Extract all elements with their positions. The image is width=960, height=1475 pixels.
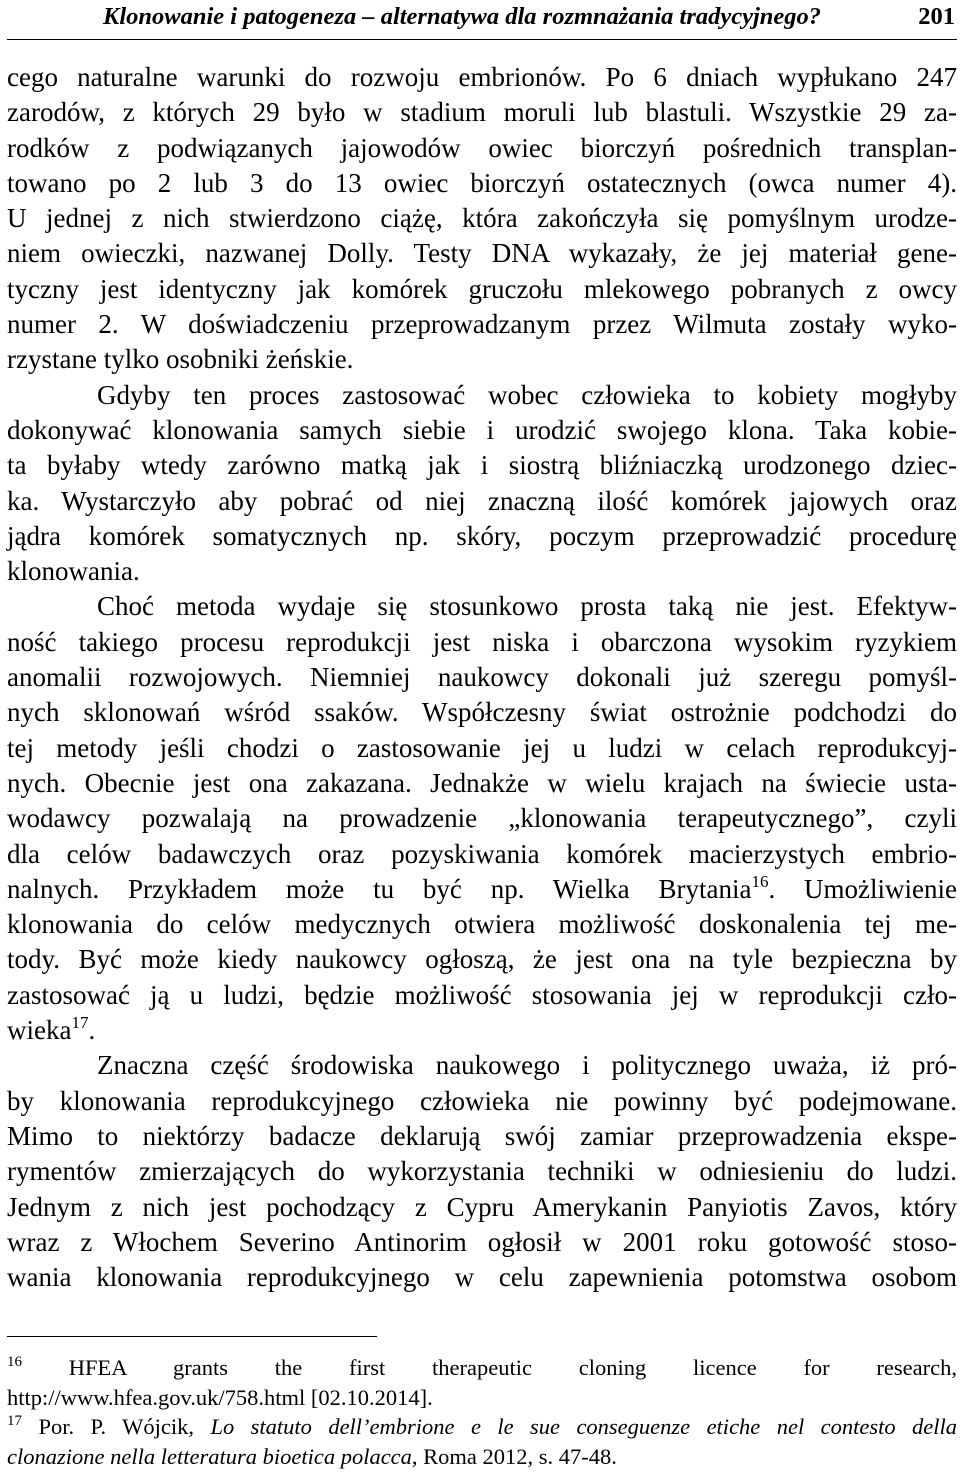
- footnote-17: [7, 1412, 957, 1442]
- footnote-title-italic: Lo statuto dell’embrione e le sue conseguenze etiche nel contesto della: [210, 1414, 958, 1439]
- text-line: wodawcy pozwalają na prowadzenie „klonowania terapeutycznego”, czyli: [7, 803, 957, 834]
- text-line: Znaczna część środowiska naukowego i politycznego uważa, iż pró-: [97, 1050, 957, 1081]
- text-line: Gdyby ten proces zastosować wobec człowieka to kobiety mogłyby: [97, 379, 957, 410]
- text-line: ta byłaby wtedy zarówno matką jak i siostrą bliźniaczką urodzonego dziec-: [7, 450, 957, 481]
- footnote-16-continued: [7, 1383, 957, 1413]
- footnote-text: HFEA grants the first therapeutic cloning licence for research,: [68, 1355, 957, 1380]
- text-line: Choć metoda wydaje się stosunkowo prosta taką nie jest. Efektyw-: [97, 591, 957, 622]
- text-line-with-footnote-ref: [7, 872, 957, 907]
- body-text: [7, 60, 957, 1295]
- text-line: tody. Być może kiedy naukowcy ogłoszą, że jest ona na tyle bezpieczna by: [7, 944, 957, 975]
- text-line: rzystane tylko osobniki żeńskie.: [7, 344, 354, 375]
- running-header: [7, 0, 957, 40]
- text-line: rymentów zmierzających do wykorzystania techniki w odniesieniu do ludzi.: [7, 1156, 957, 1187]
- text-line: jądra komórek somatycznych np. skóry, poczym przeprowadzić procedurę: [7, 520, 957, 551]
- text-segment: . Umożliwienie: [768, 873, 957, 904]
- text-line: wania klonowania reprodukcyjnego w celu zapewnienia potomstwa osobom: [7, 1262, 957, 1293]
- text-line: Mimo to niektórzy badacze deklarują swój zamiar przeprowadzenia ekspe-: [7, 1120, 957, 1151]
- text-line: klonowania do celów medycznych otwiera możliwość doskonalenia tej me-: [7, 909, 957, 940]
- text-line: dla celów badawczych oraz pozyskiwania komórek macierzystych embrio-: [7, 838, 957, 869]
- text-segment: nalnych. Przykładem może tu być np. Wielka Brytania: [7, 873, 752, 904]
- text-line: by klonowania reprodukcyjnego człowieka nie powinny być podejmowane.: [7, 1085, 957, 1116]
- footnote-number: 17: [7, 1413, 22, 1429]
- text-line: tej metody jeśli chodzi o zastosowanie jej u ludzi w celach reprodukcyj-: [7, 732, 957, 763]
- text-line: cego naturalne warunki do rozwoju embrionów. Po 6 dniach wypłukano 247: [7, 62, 957, 92]
- text-line: rodków z podwiązanych jajowodów owiec biorczyń pośrednich transplan-: [7, 132, 957, 163]
- text-line-with-footnote-ref: [7, 1013, 957, 1048]
- paragraph: [7, 1048, 957, 1295]
- footnote-16: [7, 1353, 957, 1383]
- text-line: numer 2. W doświadczeniu przeprowadzanym przez Wilmuta zostały wyko-: [7, 309, 957, 340]
- text-line: anomalii rozwojowych. Niemniej naukowcy dokonali już szeregu pomyśl-: [7, 662, 957, 693]
- footnote-17-continued: [7, 1442, 957, 1472]
- footnote-text: , Roma 2012, s. 47-48.: [411, 1443, 617, 1469]
- text-segment: .: [88, 1015, 96, 1046]
- footnotes: [7, 1353, 957, 1471]
- text-line: towano po 2 lub 3 do 13 owiec biorczyń ostatecznych (owca numer 4).: [7, 167, 957, 198]
- text-line: ka. Wystarczyło aby pobrać od niej znaczną ilość komórek jajowych oraz: [7, 485, 957, 516]
- text-line: zarodów, z których 29 było w stadium moruli lub blastuli. Wszystkie 29 za-: [7, 97, 957, 128]
- text-line: nych. Obecnie jest ona zakazana. Jednakże w wielu krajach na świecie usta-: [7, 767, 957, 798]
- page-number: 201: [918, 3, 955, 30]
- text-line: dokonywać klonowania samych siebie i urodzić swojego klona. Taka kobie-: [7, 414, 957, 445]
- text-line: zastosować ją u ludzi, będzie możliwość stosowania jej w reprodukcji czło-: [7, 979, 957, 1010]
- document-page: [7, 0, 957, 1475]
- text-line: nych sklonowań wśród ssaków. Współczesny świat ostrożnie podchodzi do: [7, 697, 957, 728]
- footnote-title-italic: clonazione nella letteratura bioetica polacca: [7, 1443, 412, 1469]
- paragraph: [7, 60, 957, 378]
- text-line: tyczny jest identyczny jak komórek gruczołu mlekowego pobranych z owcy: [7, 273, 957, 304]
- text-line: klonowania.: [7, 556, 140, 587]
- text-line: ność takiego procesu reprodukcji jest niska i obarczona wysokim ryzykiem: [7, 626, 957, 657]
- running-title: Klonowanie i patogeneza – alternatywa dla rozmnażania tradycyjnego?: [103, 3, 822, 30]
- text-segment: wieka: [7, 1015, 72, 1046]
- footnote-separator: [7, 1336, 377, 1337]
- text-line: wraz z Włochem Severino Antinorim ogłosił w 2001 roku gotowość stoso-: [7, 1226, 957, 1257]
- footnote-ref-17[interactable]: 17: [71, 1013, 89, 1033]
- text-line: niem owieczki, nazwanej Dolly. Testy DNA wykazały, że jej materiał gene-: [7, 238, 957, 269]
- text-line: Jednym z nich jest pochodzący z Cypru Amerykanin Panyiotis Zavos, który: [7, 1191, 957, 1222]
- footnote-link[interactable]: http://www.hfea.gov.uk/758.html [02.10.2014].: [7, 1384, 433, 1410]
- paragraph: [7, 589, 957, 1048]
- text-line: U jednej z nich stwierdzono ciążę, która zakończyła się pomyślnym urodze-: [7, 203, 957, 234]
- footnote-number: 16: [7, 1354, 22, 1370]
- footnote-ref-16[interactable]: 16: [751, 871, 769, 891]
- paragraph: [7, 378, 957, 590]
- footnote-text: Por. P. Wójcik,: [38, 1414, 195, 1439]
